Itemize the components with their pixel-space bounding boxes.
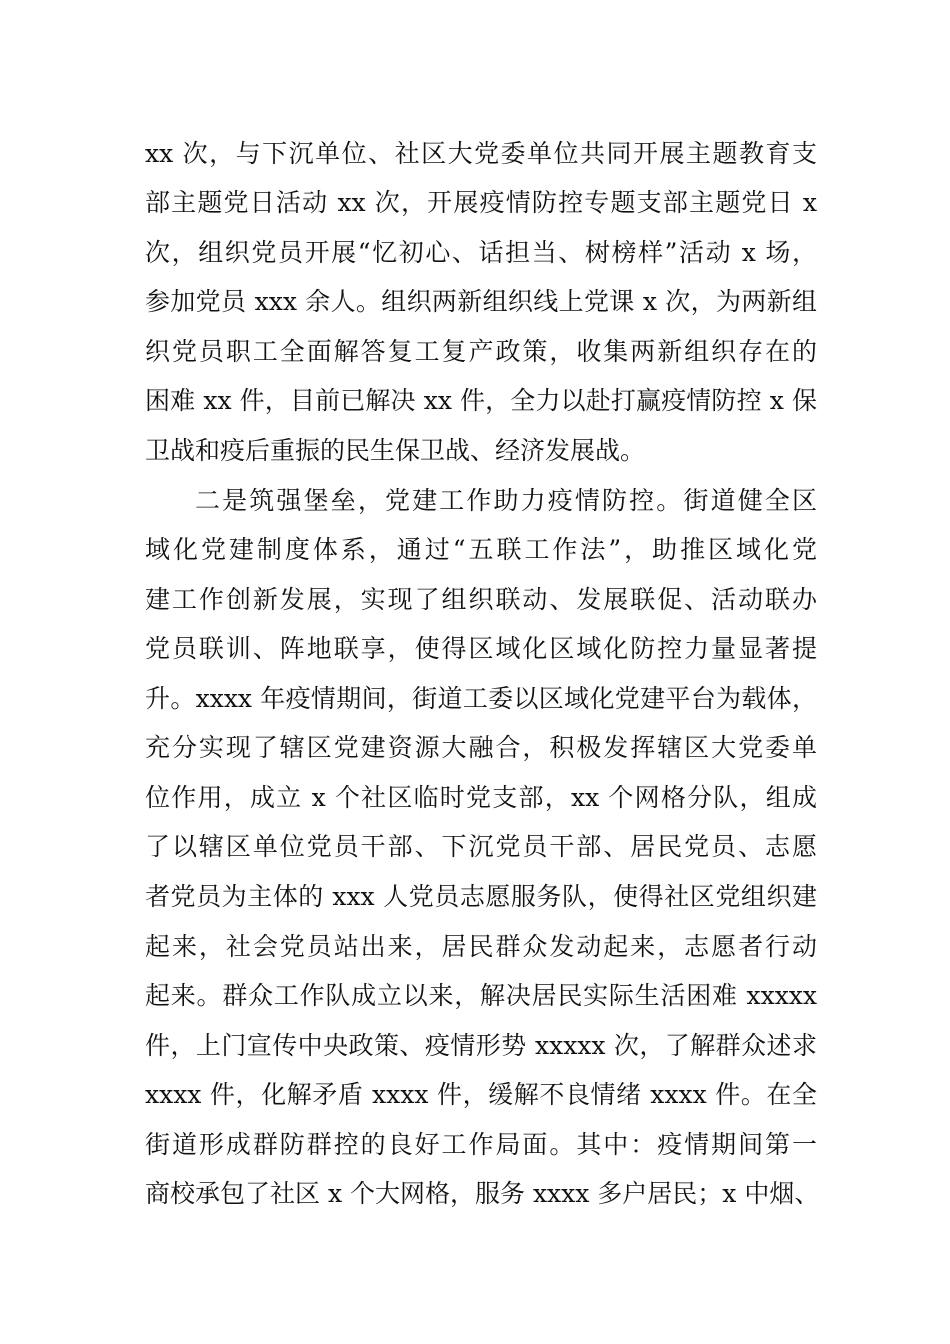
text-line: 充分实现了辖区党建资源大融合，积极发挥辖区大党委单 (145, 733, 817, 762)
text-line: 部主题党日活动 xx 次，开展疫情防控专题支部主题党日 x (145, 188, 817, 217)
text-line: 建工作创新发展，实现了组织联动、发展联促、活动联办 (145, 585, 817, 614)
text-line: xxxx 件，化解矛盾 xxxx 件，缓解不良情绪 xxxx 件。在全 (145, 1080, 817, 1109)
text-line: 件，上门宣传中央政策、疫情形势 xxxxx 次，了解群众述求 (145, 1031, 817, 1060)
text-line: 起来。群众工作队成立以来，解决居民实际生活困难 xxxxx (145, 981, 817, 1010)
text-line: 商校承包了社区 x 个大网格，服务 xxxx 多户居民；x 中烟、 (145, 1179, 820, 1208)
text-line: 者党员为主体的 xxx 人党员志愿服务队，使得社区党组织建 (145, 882, 817, 911)
text-line: 位作用，成立 x 个社区临时党支部，xx 个网格分队，组成 (145, 783, 817, 812)
text-line: 困难 xx 件，目前已解决 xx 件，全力以赴打赢疫情防控 x 保 (145, 386, 817, 415)
paragraph-start-line: 二是筑强堡垒，党建工作助力疫情防控。街道健全区 (195, 486, 817, 515)
text-line: 党员联训、阵地联享，使得区域化区域化防控力量显著提 (145, 634, 817, 663)
text-line: 次，组织党员开展“忆初心、话担当、树榜样”活动 x 场， (145, 238, 817, 267)
text-line: 起来，社会党员站出来，居民群众发动起来，志愿者行动 (145, 932, 817, 961)
text-line: 了以辖区单位党员干部、下沉党员干部、居民党员、志愿 (145, 832, 817, 861)
text-line: 升。xxxx 年疫情期间，街道工委以区域化党建平台为载体， (145, 684, 817, 713)
text-line: xx 次，与下沉单位、社区大党委单位共同开展主题教育支 (145, 139, 817, 168)
text-line: 参加党员 xxx 余人。组织两新组织线上党课 x 次，为两新组 (145, 287, 817, 316)
text-line: 街道形成群防群控的良好工作局面。其中：疫情期间第一 (145, 1130, 817, 1159)
paragraph-end-line: 卫战和疫后重振的民生保卫战、经济发展战。 (145, 436, 646, 465)
text-line: 织党员职工全面解答复工复产政策，收集两新组织存在的 (145, 337, 817, 366)
text-line: 域化党建制度体系，通过“五联工作法”，助推区域化党 (145, 535, 817, 564)
